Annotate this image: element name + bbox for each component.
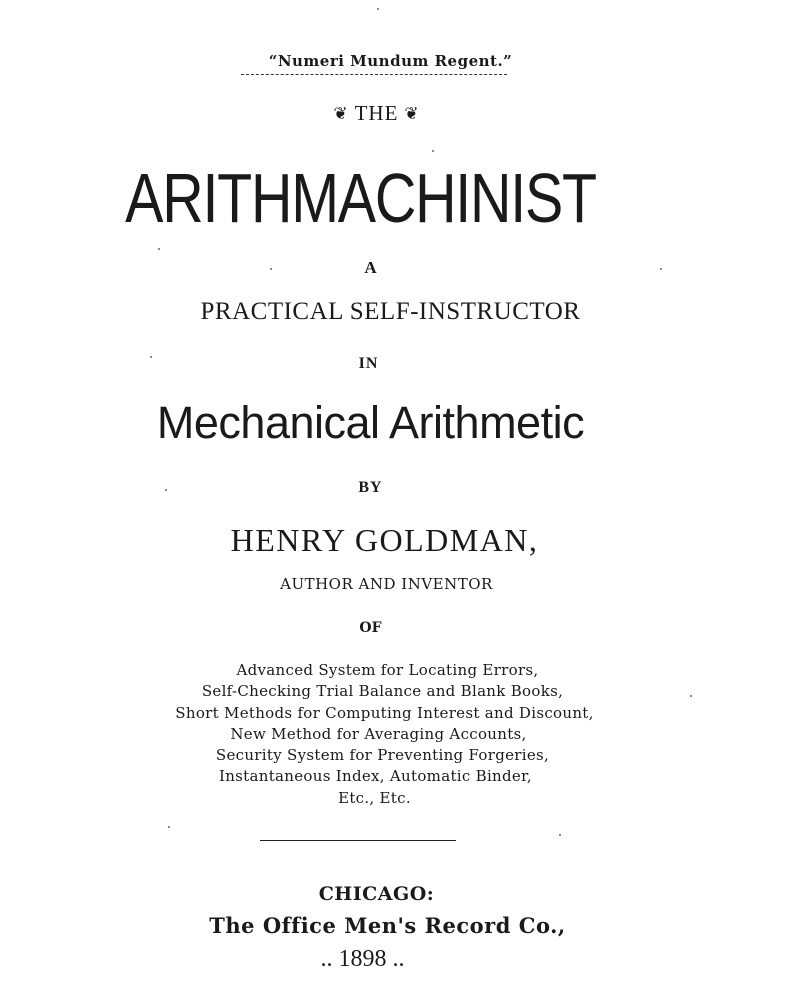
works-item: Advanced System for Locating Errors, <box>236 661 539 679</box>
author-description: AUTHOR AND INVENTOR <box>280 575 493 593</box>
print-speck <box>432 150 434 152</box>
print-speck <box>660 268 662 270</box>
motto: “Numeri Mundum Regent.” <box>268 52 513 70</box>
works-item: New Method for Averaging Accounts, <box>230 724 527 743</box>
print-speck <box>270 268 272 270</box>
right-fleuron-icon: ❦ <box>404 104 420 123</box>
left-fleuron-icon: ❦ <box>333 104 349 123</box>
print-speck <box>690 695 692 697</box>
publication-city: CHICAGO: <box>318 883 435 905</box>
publisher-name: The Office Men's Record Co., <box>209 913 566 938</box>
article-a: A <box>364 258 377 277</box>
works-item: Instantaneous Index, Automatic Binder, <box>218 767 532 786</box>
preposition-in: IN <box>358 355 379 372</box>
print-speck <box>158 248 160 250</box>
print-speck <box>377 8 379 10</box>
works-item: Etc., Etc. <box>338 788 411 807</box>
works-item: Self-Checking Trial Balance and Blank Books, <box>201 682 564 701</box>
works-item: Short Methods for Computing Interest and Discount, <box>175 703 594 722</box>
publication-year: .. 1898 .. <box>320 946 405 972</box>
the-heading <box>0 101 769 126</box>
print-speck <box>165 489 167 491</box>
book-subtitle: PRACTICAL SELF-INSTRUCTOR <box>200 298 581 325</box>
author-name: HENRY GOLDMAN, <box>230 522 539 558</box>
of-label: OF <box>359 620 382 636</box>
print-speck <box>168 826 170 828</box>
book-subject: Mechanical Arithmetic <box>156 397 585 448</box>
the-label: THE <box>354 101 399 125</box>
print-speck <box>150 356 152 358</box>
works-item: Security System for Preventing Forgeries, <box>215 746 550 765</box>
motto-underline <box>241 74 507 75</box>
print-speck <box>559 834 561 836</box>
by-label: BY <box>358 479 383 496</box>
works-list <box>0 660 785 809</box>
book-title: ARITHMACHINIST <box>125 159 596 237</box>
section-divider <box>260 840 456 841</box>
